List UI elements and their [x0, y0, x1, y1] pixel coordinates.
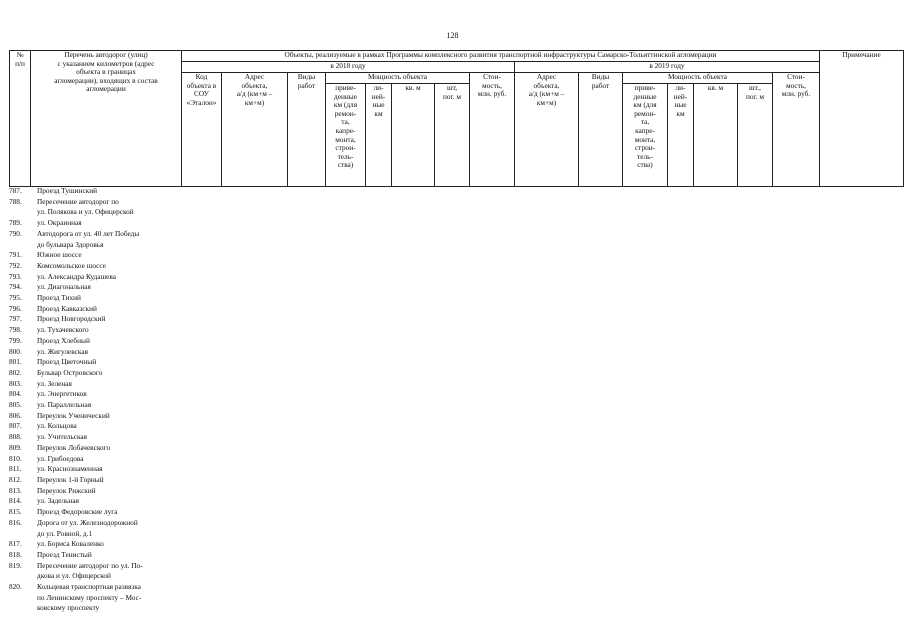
list-item: [9, 464, 179, 475]
list-item-text: Переулок Ученический: [37, 410, 110, 420]
list-item-text: ул. Задельная: [37, 496, 79, 506]
list-item-text: Проезд Тенистый: [37, 549, 92, 559]
list-item-text: ул. Грибоедова: [37, 453, 84, 463]
list-item-text: Пересечение автодорог по ул. По- дкова и ул. Офицерской: [37, 560, 143, 581]
list-item-text: ул. Жигулевская: [37, 346, 88, 356]
list-item: [9, 197, 179, 218]
list-item-text: ул. Окраинная: [37, 218, 82, 228]
header-code: Код объекта в СОУ «Эталон»: [182, 73, 222, 187]
list-item-number: 819.: [9, 560, 22, 570]
list-item-number: 790.: [9, 228, 22, 238]
header-linear-km-2019: ли- ней- ные км: [668, 84, 694, 187]
list-item-text: Проезд Новгородский: [37, 314, 106, 324]
list-item-text: ул. Учительская: [37, 432, 88, 442]
list-item: [9, 539, 179, 550]
list-item-number: 792.: [9, 260, 22, 270]
list-item-number: 800.: [9, 346, 22, 356]
list-item-text: Проезд Федоровские луга: [37, 507, 118, 517]
header-num: № п/п: [10, 51, 31, 187]
list-item-number: 798.: [9, 325, 22, 335]
list-item: [9, 314, 179, 325]
list-item-number: 812.: [9, 474, 22, 484]
list-item-text: Пересечение автодорог по ул. Полякова и ул. Офицерской: [37, 196, 134, 217]
list-item-text: Проезд Тихий: [37, 293, 81, 303]
road-list: [9, 186, 179, 614]
list-item: [9, 186, 179, 197]
list-item: [9, 550, 179, 561]
list-item: [9, 486, 179, 497]
list-item: [9, 336, 179, 347]
list-item-number: 791.: [9, 250, 22, 260]
list-item-text: ул. Тухачевского: [37, 325, 89, 335]
list-item-number: 793.: [9, 271, 22, 281]
page-number: 128: [446, 31, 459, 40]
list-item-number: 803.: [9, 378, 22, 388]
list-item-number: 802.: [9, 367, 22, 377]
list-item-text: ул. Энергетиков: [37, 389, 87, 399]
list-item: [9, 368, 179, 379]
list-item-number: 809.: [9, 442, 22, 452]
list-item: [9, 518, 179, 539]
header-pcs-2018: шт, пог. м: [435, 84, 470, 187]
list-item-text: Дорога от ул. Железнодорожной до ул. Ровной, д.1: [37, 517, 138, 538]
list-item: [9, 304, 179, 315]
header-year-2019: в 2019 году: [515, 62, 820, 73]
list-item-number: 801.: [9, 357, 22, 367]
list-item: [9, 443, 179, 454]
list-item: [9, 561, 179, 582]
list-item-number: 807.: [9, 421, 22, 431]
list-item-text: Переулок Лобачевского: [37, 442, 111, 452]
list-item-number: 811.: [9, 464, 22, 474]
list-item: [9, 347, 179, 358]
header-note: Примечание: [820, 51, 904, 187]
list-item-number: 808.: [9, 432, 22, 442]
list-item-text: ул. Диагональная: [37, 282, 91, 292]
list-item: [9, 582, 179, 614]
list-item-text: Проезд Тушинский: [37, 186, 98, 195]
header-sqm-2019: кв. м: [694, 84, 738, 187]
list-item-number: 789.: [9, 218, 22, 228]
list-item-number: 788.: [9, 196, 22, 206]
list-item: [9, 421, 179, 432]
list-item: [9, 357, 179, 368]
list-item-number: 804.: [9, 389, 22, 399]
header-list: Перечень автодорог (улиц) с указанием километров (адрес объекта в границах агломерации), входящих в состав агломерации: [31, 51, 182, 187]
list-item: [9, 411, 179, 422]
header-sqm-2018: кв. м: [392, 84, 435, 187]
list-item-number: 799.: [9, 335, 22, 345]
header-works-2019: Виды работ: [579, 73, 623, 187]
list-item: [9, 293, 179, 304]
list-item: [9, 282, 179, 293]
header-pcs-2019: шт., пог. м: [738, 84, 773, 187]
header-reduced-km-2019: приве- денные км (для ремон- та, капре- монта, строи- тель- ства): [623, 84, 668, 187]
list-item: [9, 389, 179, 400]
list-item-text: Проезд Цветочный: [37, 357, 97, 367]
list-item: [9, 496, 179, 507]
list-item: [9, 454, 179, 465]
list-item-text: ул. Бориса Коваленко: [37, 539, 104, 549]
list-item-text: Кольцевая транспортная развязка по Ленинскому проспекту – Мос- ковскому проспекту: [37, 582, 142, 613]
header-table: [9, 50, 904, 187]
list-item-number: 806.: [9, 410, 22, 420]
list-item-text: Переулок 1-й Горный: [37, 474, 104, 484]
list-item-text: ул. Параллельная: [37, 400, 92, 410]
list-item: [9, 229, 179, 250]
header-cost-2019: Стои- мость, млн. руб.: [773, 73, 820, 187]
list-item-text: Проезд Кавказский: [37, 303, 97, 313]
list-item-text: Южное шоссе: [37, 250, 82, 260]
header-objects: Объекты, реализуемые в рамках Программы комплексного развития транспортной инфраструктуры Самарско-Тольяттинской агломерации: [182, 51, 820, 62]
list-item-number: 796.: [9, 303, 22, 313]
list-item-number: 795.: [9, 293, 22, 303]
list-item-text: Бульвар Островского: [37, 367, 103, 377]
list-item: [9, 400, 179, 411]
list-item-number: 820.: [9, 582, 22, 592]
list-item: [9, 325, 179, 336]
list-item-text: Автодорога от ул. 40 лет Победы до бульвара Здоровья: [37, 228, 140, 249]
list-item-text: ул. Краснознаменная: [37, 464, 103, 474]
list-item-number: 794.: [9, 282, 22, 292]
header-cost-2018: Стои- мость, млн. руб.: [470, 73, 515, 187]
list-item-number: 815.: [9, 507, 22, 517]
list-item-number: 805.: [9, 400, 22, 410]
list-item-number: 814.: [9, 496, 22, 506]
list-item: [9, 475, 179, 486]
header-year-2018: в 2018 году: [182, 62, 515, 73]
list-item-number: 797.: [9, 314, 22, 324]
list-item-number: 818.: [9, 549, 22, 559]
header-address-2018: Адрес объекта, а/д (км+м – км+м): [222, 73, 288, 187]
list-item-text: Переулок Рижский: [37, 485, 96, 495]
list-item-number: 787.: [9, 186, 22, 195]
list-item: [9, 379, 179, 390]
header-reduced-km-2018: приве- денные км (для ремон- та, капре- монта, строи- тель- ства): [326, 84, 366, 187]
list-item: [9, 272, 179, 283]
list-item-number: 810.: [9, 453, 22, 463]
list-item-text: Комсомольское шоссе: [37, 260, 106, 270]
header-linear-km-2018: ли- ней- ные км: [366, 84, 392, 187]
list-item-number: 816.: [9, 517, 22, 527]
header-address-2019: Адрес объекта, а/д (км+м – км+м): [515, 73, 579, 187]
list-item: [9, 250, 179, 261]
header-power-2018: Мощность объекта: [326, 73, 470, 84]
list-item: [9, 218, 179, 229]
header-power-2019: Мощность объекта: [623, 73, 773, 84]
header-works-2018: Виды работ: [288, 73, 326, 187]
list-item-text: ул. Александра Кудашева: [37, 271, 116, 281]
list-item-text: Проезд Хлебный: [37, 335, 90, 345]
list-item: [9, 507, 179, 518]
list-item-number: 813.: [9, 485, 22, 495]
list-item-text: ул. Кольцова: [37, 421, 77, 431]
list-item: [9, 261, 179, 272]
list-item: [9, 432, 179, 443]
list-item-number: 817.: [9, 539, 22, 549]
list-item-text: ул. Зеленая: [37, 378, 72, 388]
